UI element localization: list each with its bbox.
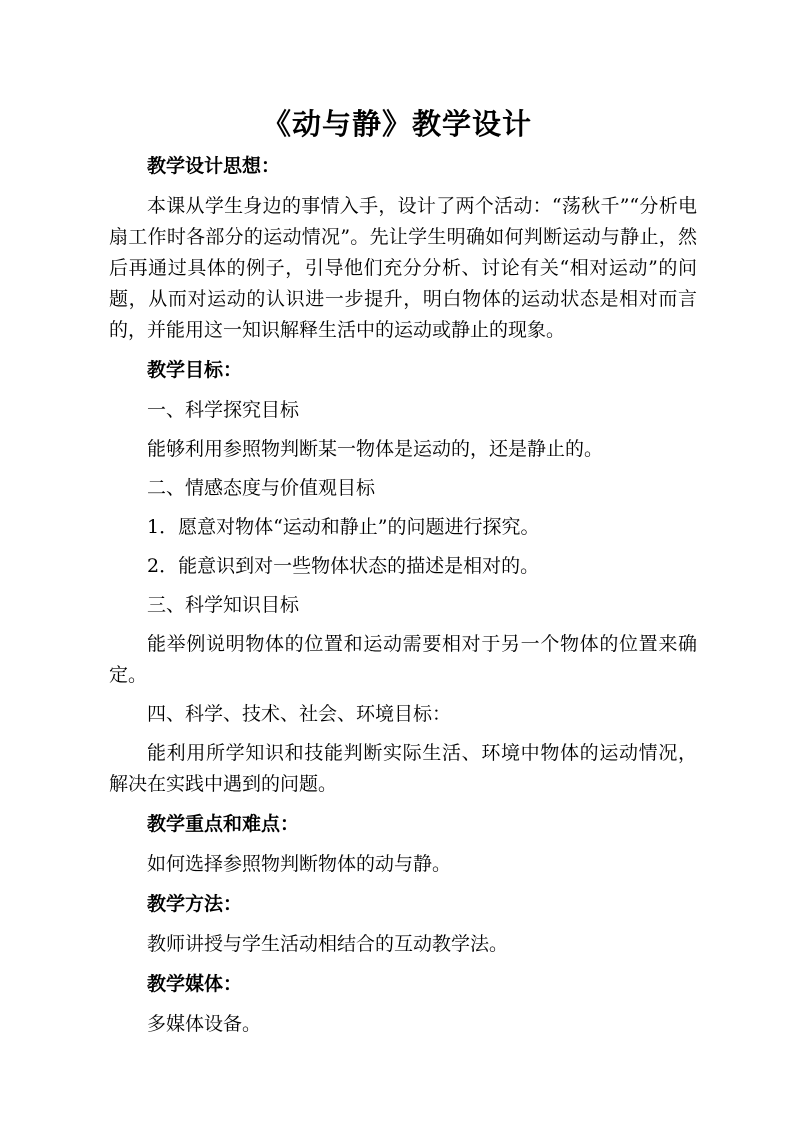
goal1-heading: 一、科学探究目标 (147, 399, 300, 421)
media-heading: 教学媒体： (147, 973, 243, 995)
key-points-heading: 教学重点和难点： (147, 813, 300, 835)
document-title: 《动与静》教学设计 (261, 107, 532, 141)
media-text: 多媒体设备。 (147, 1013, 262, 1035)
design-idea-paragraph: 本课从学生身边的事情入手，设计了两个活动：“荡秋千”“分析电扇工作时各部分的运动情况”。先让学生明确如何判断运动与静止，然后再通过具体的例子，引导他们充分分析、讨论有关“相对运动”的问题，从而对运动的认识进一步提升，明白物体的运动状态是相对而言的，并能用这一知识解释生活中的运动或静止的现象。 (109, 195, 697, 341)
goal4-text: 能利用所学知识和技能判断实际生活、环境中物体的运动情况，解决在实践中遇到的问题。 (109, 742, 697, 795)
goal4-heading: 四、科学、技术、社会、环境目标： (147, 703, 452, 725)
goal1-text: 能够利用参照物判断某一物体是运动的，还是静止的。 (147, 438, 604, 460)
goal2-item2: 2．能意识到对一些物体状态的描述是相对的。 (147, 555, 540, 577)
goal3-text: 能举例说明物体的位置和运动需要相对于另一个物体的位置来确定。 (109, 633, 697, 686)
key-points-text: 如何选择参照物判断物体的动与静。 (147, 853, 452, 875)
method-text: 教师讲授与学生活动相结合的互动教学法。 (147, 933, 509, 955)
document-body (109, 151, 697, 1049)
goal2-heading: 二、情感态度与价值观目标 (147, 477, 376, 499)
goals-heading: 教学目标： (147, 359, 243, 381)
method-heading: 教学方法： (147, 893, 243, 915)
goal2-item1: 1．愿意对物体“运动和静止”的问题进行探究。 (147, 516, 540, 538)
goal3-heading: 三、科学知识目标 (147, 594, 300, 616)
design-idea-heading: 教学设计思想： (147, 155, 281, 177)
